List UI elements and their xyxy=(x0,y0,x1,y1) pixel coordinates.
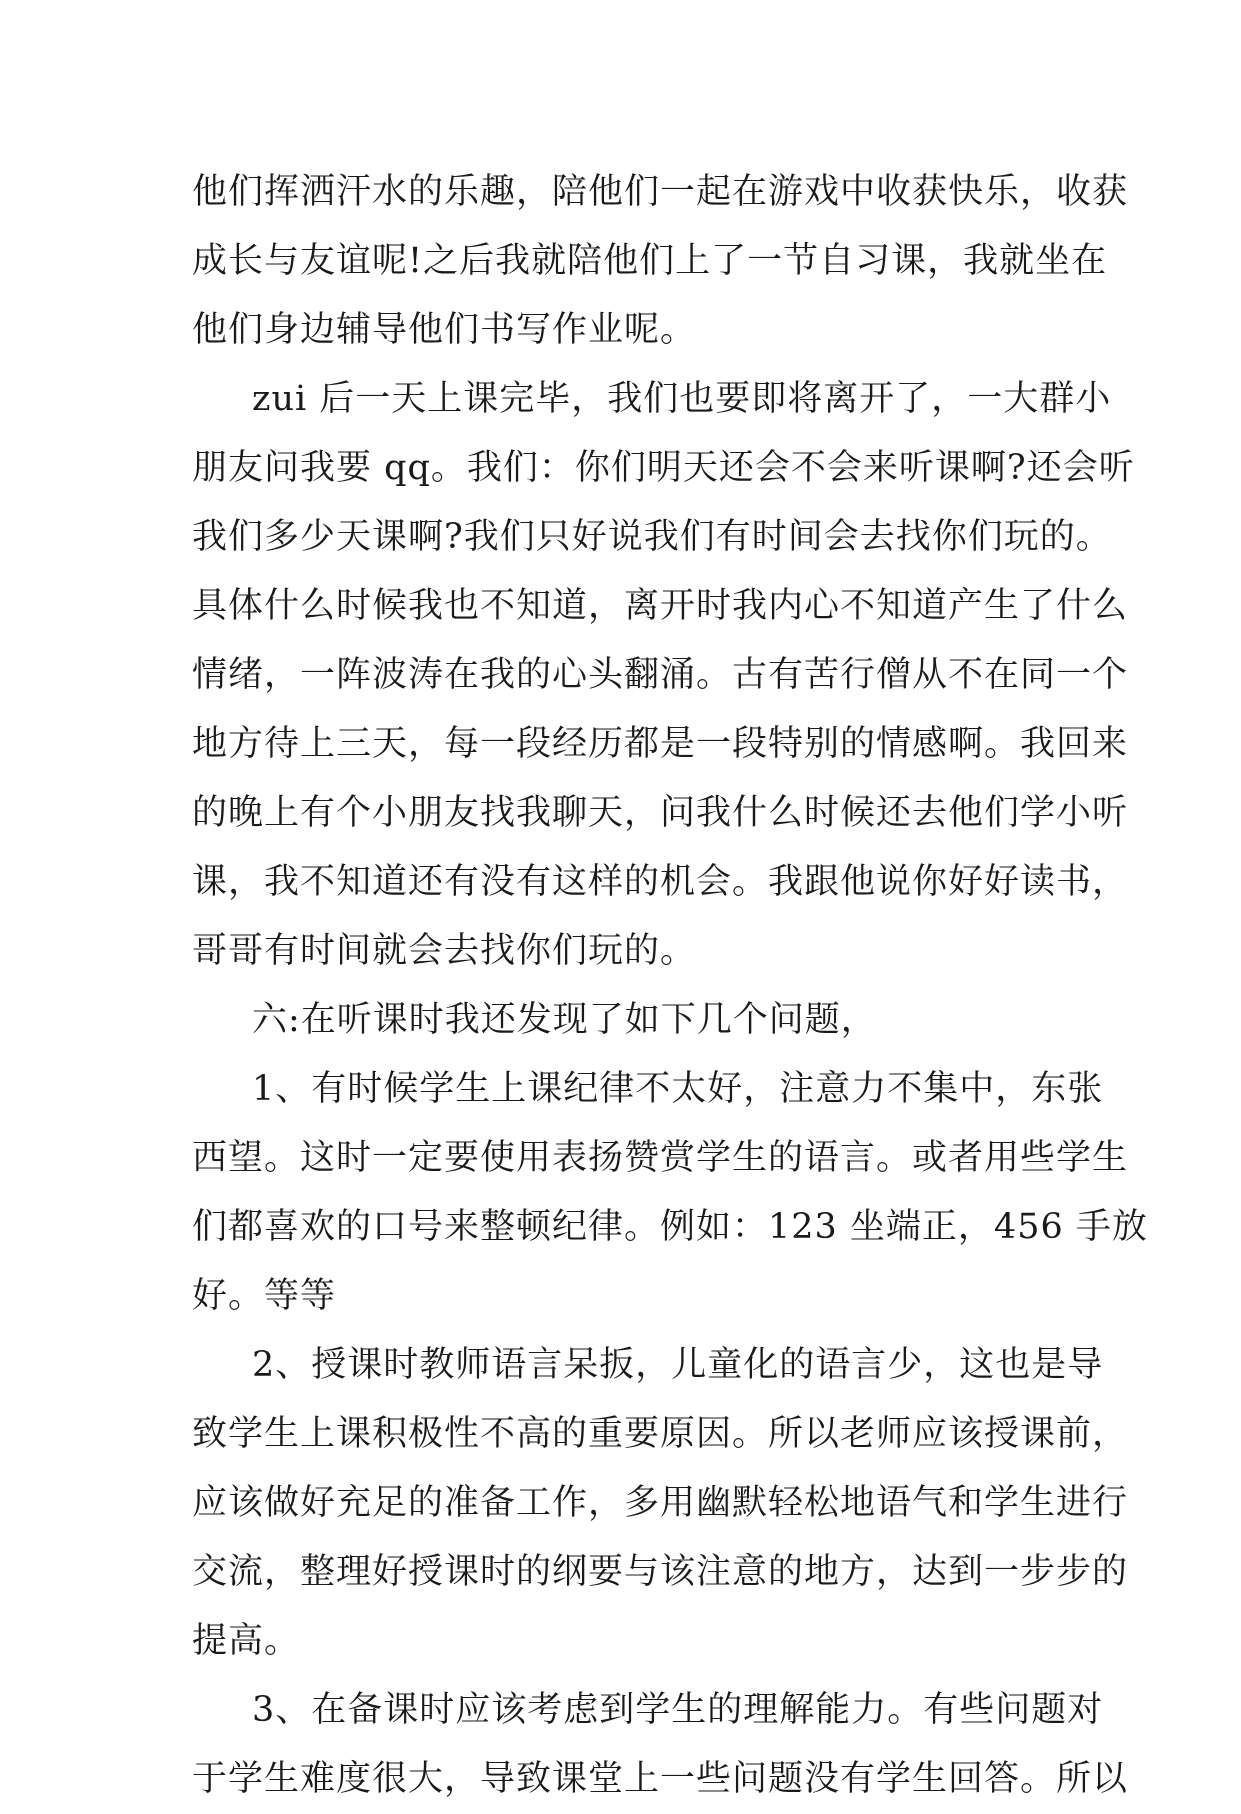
text-line: 西望。这时一定要使用表扬赞赏学生的语言。或者用些学生 xyxy=(192,1138,1129,1178)
text-line: 六:在听课时我还发现了如下几个问题， xyxy=(252,1000,877,1040)
text-line: 3、在备课时应该考虑到学生的理解能力。有些问题对 xyxy=(252,1690,1104,1730)
text-line: 应该做好充足的准备工作，多用幽默轻松地语气和学生进行 xyxy=(192,1483,1129,1523)
text-line: 朋友问我要 qq。我们：你们明天还会不会来听课啊?还会听 xyxy=(192,448,1135,488)
text-line: 哥哥有时间就会去找你们玩的。 xyxy=(192,931,697,971)
text-line: 2、授课时教师语言呆扳，儿童化的语言少，这也是导 xyxy=(252,1345,1104,1385)
text-line: 致学生上课积极性不高的重要原因。所以老师应该授课前， xyxy=(192,1414,1129,1454)
text-line: 好。等等 xyxy=(192,1276,337,1316)
text-line: 地方待上三天，每一段经历都是一段特别的情感啊。我回来 xyxy=(192,724,1129,764)
text-line: 于学生难度很大，导致课堂上一些问题没有学生回答。所以 xyxy=(192,1759,1129,1799)
text-line: zui 后一天上课完毕，我们也要即将离开了，一大群小 xyxy=(252,379,1112,419)
text-line: 他们挥洒汗水的乐趣，陪他们一起在游戏中收获快乐，收获 xyxy=(192,172,1129,212)
text-line: 的晚上有个小朋友找我聊天，问我什么时候还去他们学小听 xyxy=(192,793,1129,833)
text-line: 成长与友谊呢!之后我就陪他们上了一节自习课，我就坐在 xyxy=(192,241,1108,281)
text-line: 1、有时候学生上课纪律不太好，注意力不集中，东张 xyxy=(252,1069,1104,1109)
text-line: 们都喜欢的口号来整顿纪律。例如：123 坐端正，456 手放 xyxy=(192,1207,1148,1247)
text-line: 交流，整理好授课时的纲要与该注意的地方，达到一步步的 xyxy=(192,1552,1129,1592)
text-line: 课，我不知道还有没有这样的机会。我跟他说你好好读书， xyxy=(192,862,1129,902)
document-body xyxy=(192,158,1148,1814)
text-line: 提高。 xyxy=(192,1621,301,1661)
text-line: 我们多少天课啊?我们只好说我们有时间会去找你们玩的。 xyxy=(192,517,1112,557)
text-line: 情绪，一阵波涛在我的心头翻涌。古有苦行僧从不在同一个 xyxy=(192,655,1129,695)
text-line: 具体什么时候我也不知道，离开时我内心不知道产生了什么 xyxy=(192,586,1129,626)
text-line: 他们身边辅导他们书写作业呢。 xyxy=(192,310,697,350)
